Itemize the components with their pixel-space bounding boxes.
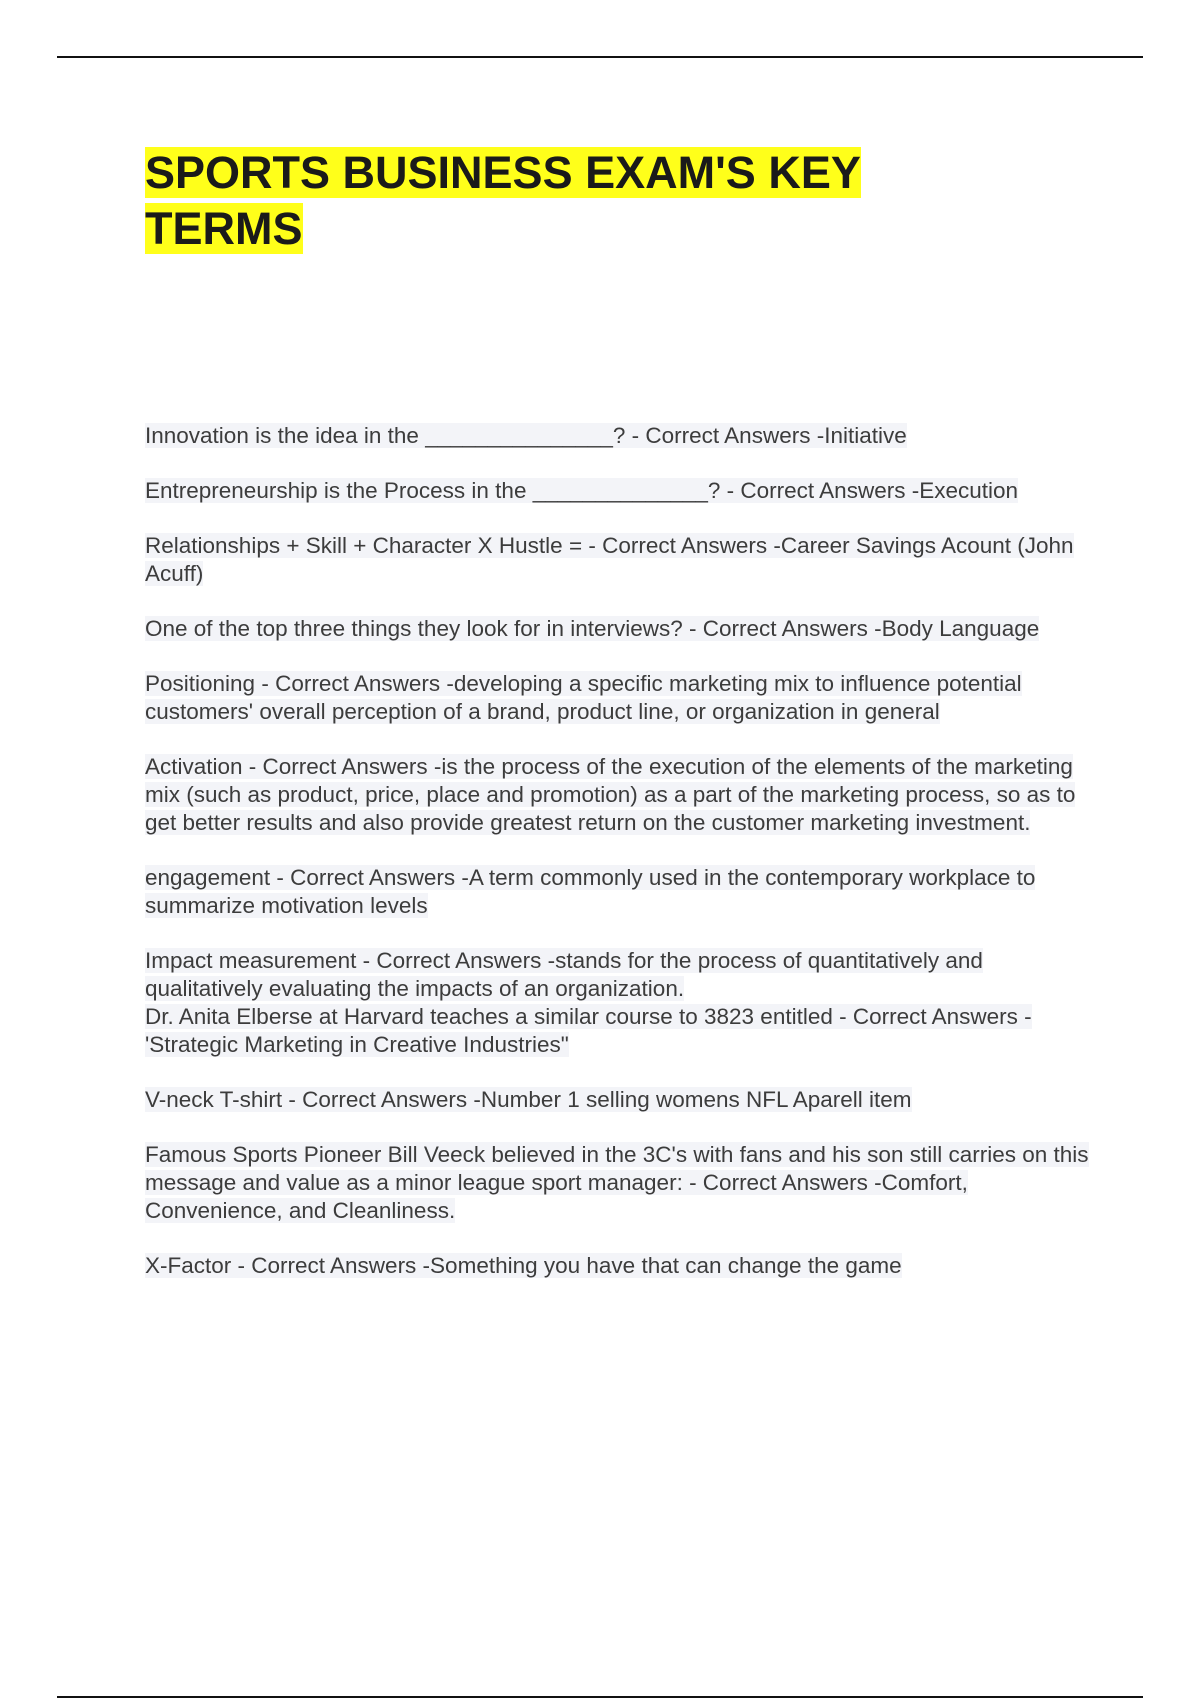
qa-entry xyxy=(145,1141,1090,1225)
qa-text: Activation - Correct Answers -is the process of the execution of the elements of the marketing mix (such as product, price, place and promotion) as a part of the marketing process, so as to get better results and also provide greatest return on the customer marketing investment. xyxy=(145,754,1076,835)
qa-list xyxy=(145,422,1090,1280)
qa-text: One of the top three things they look for in interviews? - Correct Answers -Body Language xyxy=(145,616,1040,641)
title-highlight: SPORTS BUSINESS EXAM'S KEY TERMS xyxy=(145,147,861,254)
top-rule xyxy=(57,56,1143,58)
qa-text: X-Factor - Correct Answers -Something you have that can change the game xyxy=(145,1253,902,1278)
qa-entry xyxy=(145,615,1090,643)
qa-entry xyxy=(145,477,1090,505)
qa-text: Impact measurement - Correct Answers -stands for the process of quantitatively and qualitatively evaluating the impacts of an organization. xyxy=(145,948,983,1001)
qa-text: Dr. Anita Elberse at Harvard teaches a similar course to 3823 entitled - Correct Answers -'Strategic Marketing in Creative Industries" xyxy=(145,1004,1032,1057)
qa-entry xyxy=(145,532,1090,588)
qa-text: Positioning - Correct Answers -developing a specific marketing mix to influence potential customers' overall perception of a brand, product line, or organization in general xyxy=(145,671,1022,724)
qa-entry xyxy=(145,1252,1090,1280)
qa-entry xyxy=(145,753,1090,837)
document-title xyxy=(145,145,935,257)
qa-text: engagement - Correct Answers -A term commonly used in the contemporary workplace to summarize motivation levels xyxy=(145,865,1036,918)
bottom-rule xyxy=(57,1696,1143,1698)
qa-text: Famous Sports Pioneer Bill Veeck believed in the 3C's with fans and his son still carries on this message and value as a minor league sport manager: - Correct Answers -Comfort, Convenience, and Cleanliness. xyxy=(145,1142,1089,1223)
qa-text: Entrepreneurship is the Process in the ______________? - Correct Answers -Execution xyxy=(145,478,1019,503)
document-body xyxy=(145,145,1090,1307)
qa-entry xyxy=(145,670,1090,726)
qa-entry xyxy=(145,1086,1090,1114)
qa-entry xyxy=(145,422,1090,450)
qa-text: Innovation is the idea in the _______________? - Correct Answers -Initiative xyxy=(145,423,907,448)
qa-text: V-neck T-shirt - Correct Answers -Number 1 selling womens NFL Aparell item xyxy=(145,1087,912,1112)
qa-entry xyxy=(145,1003,1090,1059)
qa-text: Relationships + Skill + Character X Hustle = - Correct Answers -Career Savings Acount (John Acuff) xyxy=(145,533,1074,586)
qa-entry xyxy=(145,947,1090,1003)
qa-entry xyxy=(145,864,1090,920)
